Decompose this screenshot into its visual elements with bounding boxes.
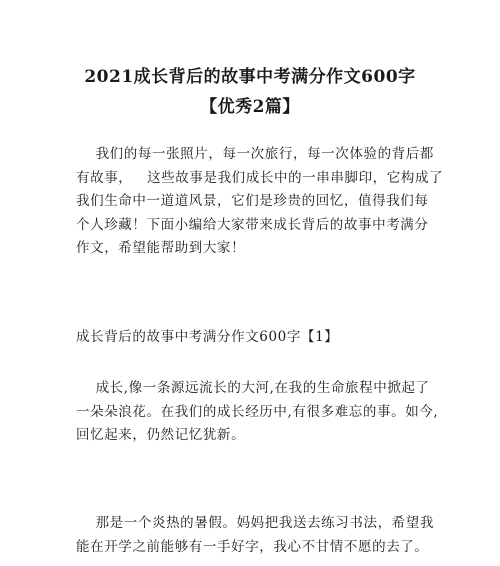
intro-line: 个人珍藏！下面小编给大家带来成长背后的故事中考满分: [76, 216, 429, 233]
document-title-line2: 【优秀2篇】: [200, 97, 300, 117]
section-heading: [76, 326, 416, 350]
body-paragraph-1: [76, 377, 439, 448]
body-line: 能在开学之前能够有一手好字，我心不甘情不愿的去了。: [76, 538, 429, 555]
document-title-line1: 2021成长背后的故事中考满分作文600字: [84, 67, 416, 87]
body-line: 回忆起来，仍然记忆犹新。: [76, 427, 246, 443]
body-paragraph-2: [76, 512, 434, 559]
intro-line: 我们的每一张照片，每一次旅行，每一次体验的背后都: [76, 146, 434, 162]
intro-line: 有故事， 这些故事是我们成长中的一串串脚印，它构成了: [76, 169, 444, 186]
intro-line: 我们生命中一道道风景，它们是珍贵的回忆，值得我们每: [76, 193, 429, 209]
body-line: 一朵朵浪花。在我们的成长经历中,有很多难忘的事。如今,: [76, 403, 439, 420]
intro-line: 作文，希望能帮助到大家！: [76, 240, 246, 256]
body-line: 那是一个炎热的暑假。妈妈把我送去练习书法，希望我: [76, 515, 434, 531]
body-line: 成长,像一条源远流长的大河,在我的生命旅程中掀起了: [76, 380, 430, 396]
section-heading-text: 成长背后的故事中考满分作文600字【1】: [76, 329, 339, 345]
intro-paragraph: [76, 143, 444, 261]
